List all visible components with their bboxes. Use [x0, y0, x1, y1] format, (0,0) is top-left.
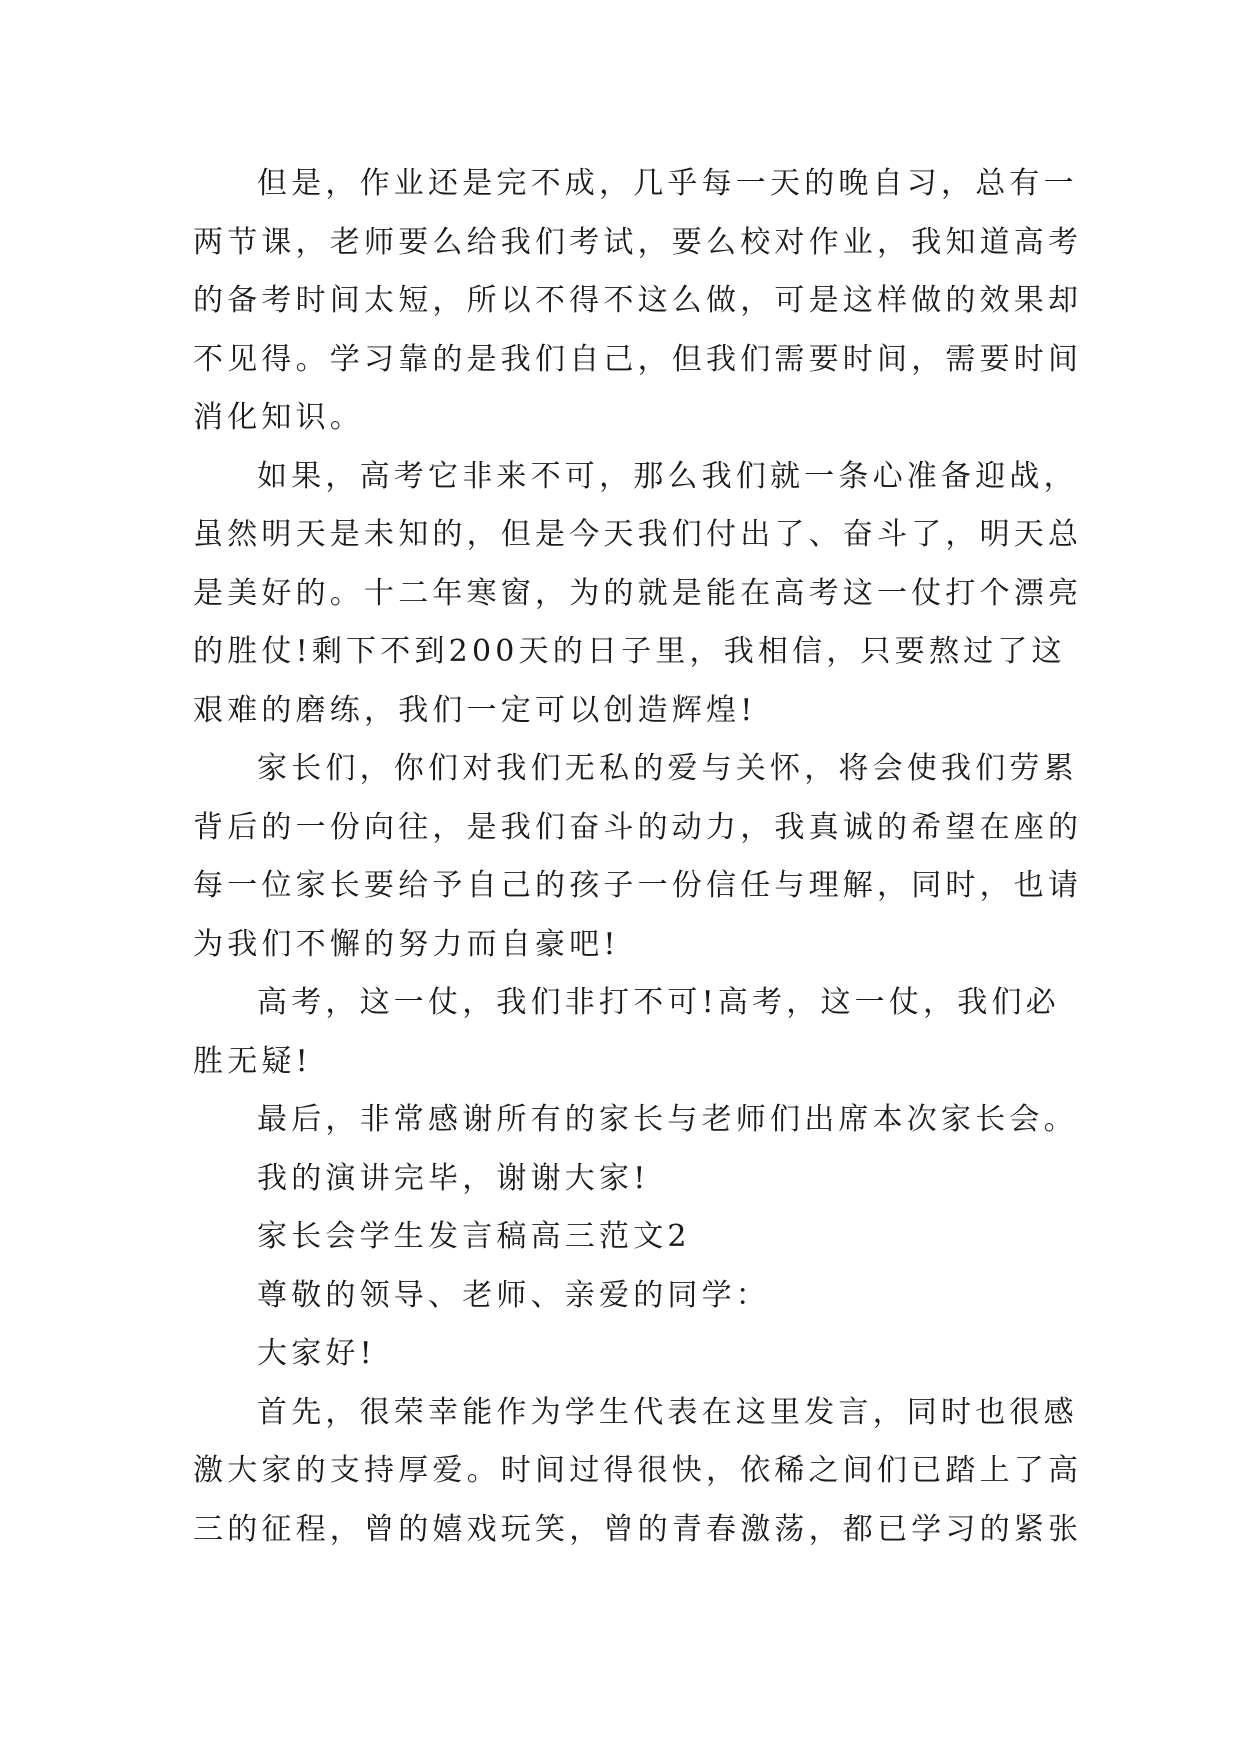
text-line: 是美好的。十二年寒窗，为的就是能在高考这一仗打个漂亮: [193, 575, 1083, 611]
text-line: 高考，这一仗，我们非打不可!高考，这一仗，我们必: [257, 985, 1060, 1020]
text-line: 不见得。学习靠的是我们自己，但我们需要时间，需要时间: [193, 341, 1083, 377]
text-line: 背后的一份向往，是我们奋斗的动力，我真诚的希望在座的: [193, 809, 1083, 845]
text-line: 艰难的磨练，我们一定可以创造辉煌!: [193, 692, 757, 728]
text-line: 首先，很荣幸能作为学生代表在这里发言，同时也很感: [257, 1394, 1078, 1430]
document-body: [193, 155, 1083, 1559]
text-line: 的胜仗!剩下不到200天的日子里，我相信，只要熬过了这: [193, 634, 1066, 669]
text-line: 我的演讲完毕，谢谢大家!: [257, 1160, 650, 1196]
text-line: 消化知识。: [193, 400, 364, 435]
text-line: 家长会学生发言稿高三范文2: [257, 1219, 691, 1254]
text-line: 三的征程，曾的嬉戏玩笑，曾的青春激荡，都已学习的紧张: [193, 1511, 1083, 1547]
text-line: 尊敬的领导、老师、亲爱的同学：: [257, 1277, 770, 1313]
text-line: 但是，作业还是完不成，几乎每一天的晚自习，总有一: [257, 166, 1078, 201]
text-line: 为我们不懈的努力而自豪吧!: [193, 926, 620, 962]
text-line: 如果，高考它非来不可，那么我们就一条心准备迎战，: [257, 458, 1078, 494]
text-line: 虽然明天是未知的，但是今天我们付出了、奋斗了，明天总: [193, 517, 1083, 552]
text-line: 每一位家长要给予自己的孩子一份信任与理解，同时，也请: [193, 868, 1083, 903]
text-line: 胜无疑!: [193, 1043, 312, 1079]
text-line: 的备考时间太短，所以不得不这么做，可是这样做的效果却: [193, 283, 1083, 318]
text-line: 最后，非常感谢所有的家长与老师们出席本次家长会。: [257, 1102, 1078, 1137]
text-line: 大家好!: [257, 1336, 376, 1371]
text-line: 两节课，老师要么给我们考试，要么校对作业，我知道高考: [193, 224, 1083, 260]
text-line: 家长们，你们对我们无私的爱与关怀，将会使我们劳累: [257, 751, 1078, 786]
text-line: 激大家的支持厚爱。时间过得很快，依稀之间们已踏上了高: [193, 1453, 1083, 1488]
